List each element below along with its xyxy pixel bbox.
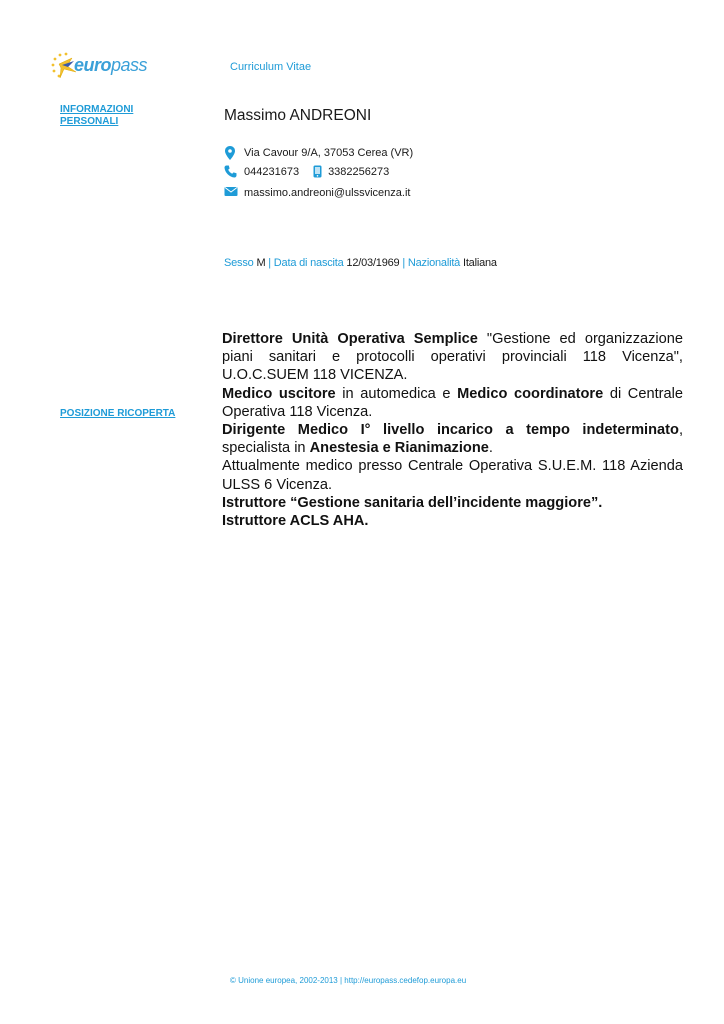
sex-value: M (256, 257, 266, 269)
phone-row (224, 165, 389, 179)
position-section-label: POSIZIONE RICOPERTA (60, 408, 176, 419)
position-paragraph-3: Dirigente Medico I° livello incarico a tempo indeterminato, specialista in Anestesia e Rianimazione. (222, 422, 683, 457)
europass-logo (50, 50, 160, 84)
email-text[interactable]: massimo.andreoni@ulssvicenza.it (244, 187, 411, 199)
phone-icon (224, 165, 238, 179)
envelope-icon (224, 186, 238, 200)
mobile-phone-icon (313, 165, 323, 179)
personal-details-line (224, 257, 497, 269)
nationality-value: Italiana (462, 257, 497, 269)
nationality-label: Nazionalità (407, 257, 461, 269)
email-row (224, 186, 410, 200)
footer-copyright: © Unione europea, 2002-2013 | http://europass.cedefop.europa.eu (230, 976, 467, 985)
position-description (222, 330, 683, 530)
position-paragraph-6: Istruttore ACLS AHA. (222, 513, 369, 530)
separator: | (268, 257, 271, 269)
curriculum-vitae-label: Curriculum Vitae (230, 61, 312, 73)
address-row (224, 146, 413, 160)
address-text: Via Cavour 9/A, 37053 Cerea (VR) (244, 147, 414, 159)
europass-logo-text: europass (74, 55, 148, 75)
location-pin-icon (224, 146, 238, 160)
person-name: Massimo ANDREONI (224, 107, 372, 124)
mobile-number: 3382256273 (328, 166, 390, 178)
separator: | (402, 257, 406, 269)
birth-date-value: 12/03/1969 (346, 257, 400, 269)
sex-label: Sesso (224, 257, 254, 269)
position-paragraph-1: Direttore Unità Operativa Semplice "Gestione ed organizzazione piani sanitari e protocolli operativi provinciali 118 Vicenza", U.O.C.SUEM 118 VICENZA. (222, 331, 683, 384)
position-paragraph-2: Medico uscitore in automedica e Medico coordinatore di Centrale Operativa 118 Vicenza. (222, 385, 683, 420)
personal-info-section-label: INFORMAZIONI PERSONALI (60, 104, 134, 127)
mobile-group (313, 165, 389, 179)
position-paragraph-4: Attualmente medico presso Centrale Operativa S.U.E.M. 118 Azienda ULSS 6 Vicenza. (222, 458, 683, 493)
phone-number: 044231673 (244, 166, 300, 178)
birth-date-label: Data di nascita (273, 257, 344, 269)
position-paragraph-5: Istruttore “Gestione sanitaria dell’incidente maggiore”. (222, 494, 603, 511)
